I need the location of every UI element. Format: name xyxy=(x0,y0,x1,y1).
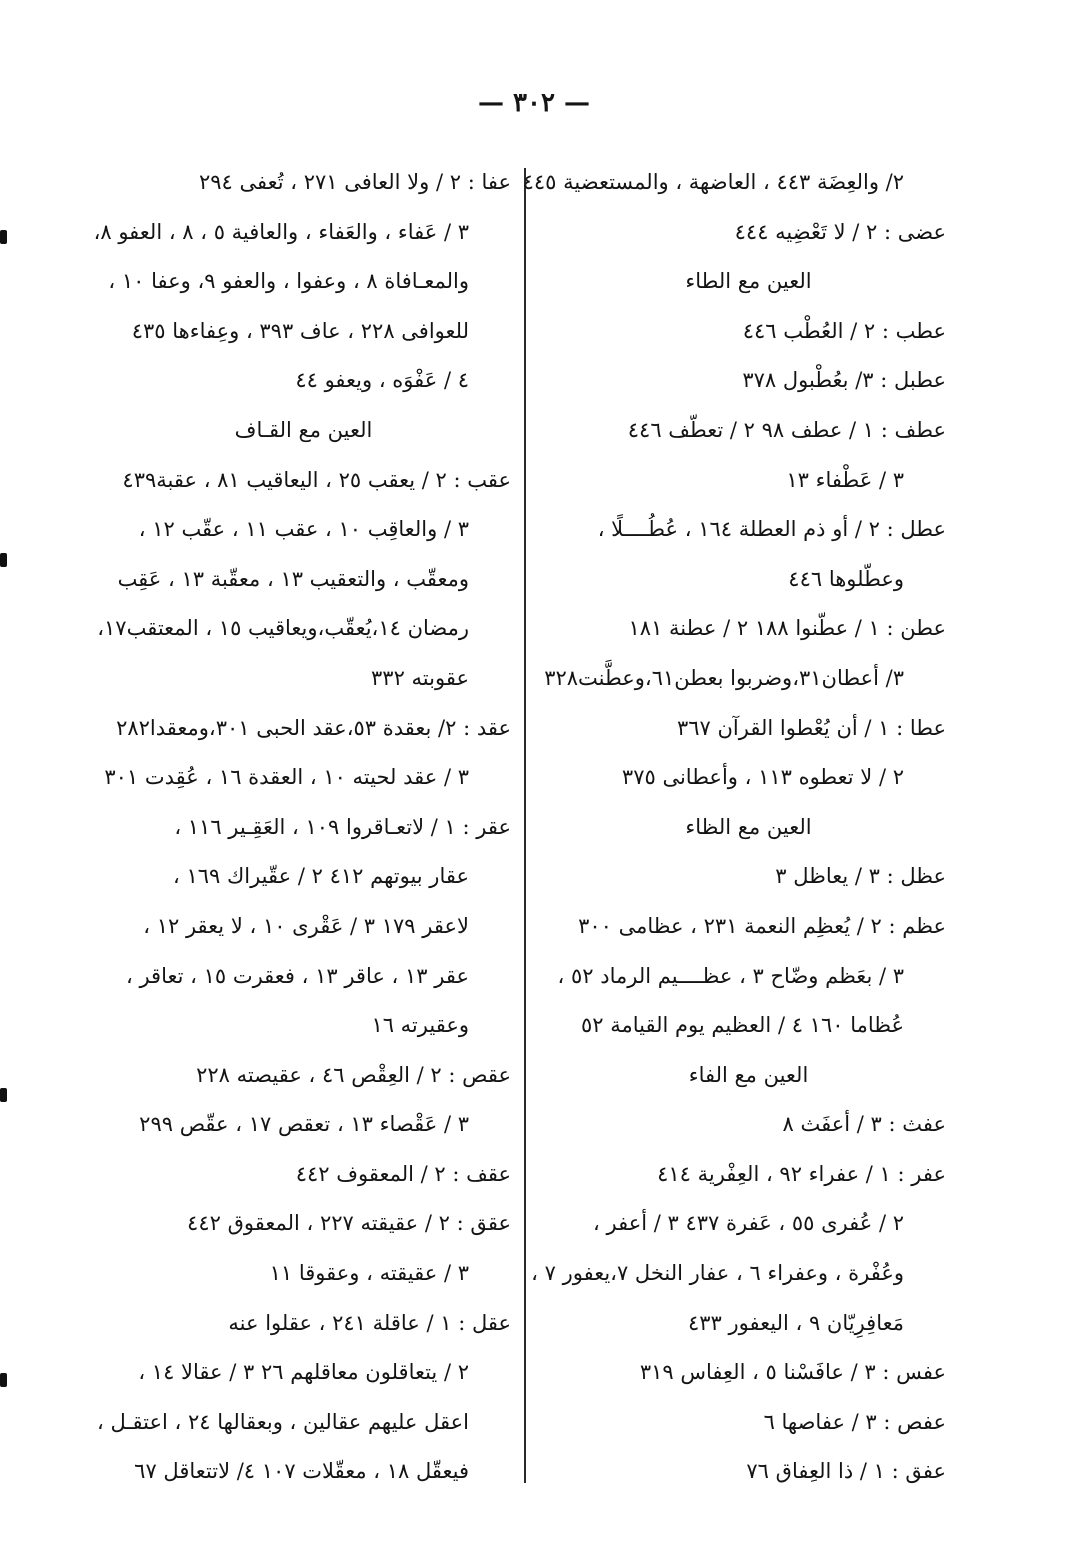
index-continuation-line: فيعقّل ١٨ ، معقّلات ١٠٧ ٤/ لاتتعاقل ٦٧ xyxy=(134,1459,469,1484)
page-edge-mark xyxy=(0,1373,7,1387)
index-entry-line: عفا : ٢ / ولا العافى ٢٧١ ، تُعفى ٢٩٤ xyxy=(198,170,511,194)
index-continuation-line: لاعقر ١٧٩ ٣ / عَقْرى ١٠ ، لا يعقر ١٢ ، xyxy=(143,913,469,938)
index-entry-line: عطبل : ٣/ بعُطْبول ٣٧٨ xyxy=(742,368,946,393)
index-continuation-line: عقر ١٣ ، عاقر ١٣ ، فعقرت ١٥ ، تعاقر ، xyxy=(125,963,469,988)
section-heading: العين مع الفاء xyxy=(688,1062,809,1087)
index-entry-line: عقف : ٢ / المعقوف ٤٤٢ xyxy=(295,1161,511,1186)
left-column xyxy=(93,158,511,1497)
index-continuation-line: والمعـافاة ٨ ، وعفوا ، والعفو ٩، وعفا ١٠ ، xyxy=(108,269,469,294)
index-continuation-line: ٢ / لا تعطوه ١١٣ ، وأعطانى ٣٧٥ xyxy=(621,765,904,790)
index-entry-line: عقد : ٢/ بعقدة ٥٣،عقد الحبى ٣٠١،ومعقدا٢٨٢ xyxy=(116,715,511,740)
index-continuation-line: ومعقّب ، والتعقيب ١٣ ، معقّبة ١٣ ، عَقِب xyxy=(117,566,469,591)
index-entry-line: عفر : ١ / عفراء ٩٢ ، العِفْرية ٤١٤ xyxy=(657,1161,946,1186)
index-entry-line: عظل : ٣ / يعاظل ٣ xyxy=(775,864,946,889)
index-continuation-line: ٣ / عقد لحيته ١٠ ، العقدة ١٦ ، عُقِدت ٣٠١ xyxy=(104,765,469,790)
index-continuation-line: ٢ / يتعاقلون معاقلهم ٢٦ ٣ / عقالا ١٤ ، xyxy=(138,1360,469,1385)
index-continuation-line: اعقل عليهم عقالين ، وبعقالها ٢٤ ، اعتقـل ، xyxy=(97,1409,469,1434)
index-continuation-line: وعطّلوها ٤٤٦ xyxy=(788,566,904,591)
index-entry-line: عقل : ١ / عاقلة ٢٤١ ، عقلوا عنه xyxy=(228,1310,511,1335)
index-entry-line: عفق : ١ / ذا العِفاق ٧٦ xyxy=(746,1459,946,1484)
index-continuation-line: ٢/ والعِضَة ٤٤٣ ، العاضهة ، والمستعضية ٤٤٥ xyxy=(522,170,904,194)
index-continuation-line: رمضان ١٤،يُعقّب،ويعاقيب ١٥ ، المعتقب١٧، xyxy=(97,616,469,641)
column-divider xyxy=(524,168,526,1483)
index-entry-line: عفس : ٣ / عافَسْنا ٥ ، العِفاس ٣١٩ xyxy=(639,1360,946,1385)
index-continuation-line: عقوبته ٣٣٢ xyxy=(371,665,469,690)
index-entry-line: عطن : ١ / عطّنوا ١٨٨ ٢ / عطنة ١٨١ xyxy=(628,616,946,641)
index-entry-line: عطل : ٢ / أو ذم العطلة ١٦٤ ، عُطُــــلًا ، xyxy=(597,517,946,542)
index-continuation-line: عُظاما ١٦٠ ٤ / العظيم يوم القيامة ٥٢ xyxy=(580,1013,904,1038)
section-heading: العين مع الظاء xyxy=(685,814,812,839)
section-heading: العين مع الطاء xyxy=(685,269,812,294)
index-entry-line: عطا : ١ / أن يُعْطوا القرآن ٣٦٧ xyxy=(676,715,946,740)
index-entry-line: عفث : ٣ / أعفَث ٨ xyxy=(782,1112,946,1137)
index-entry-line: عقص : ٢ / العِقْص ٤٦ ، عقيصته ٢٢٨ xyxy=(196,1062,511,1087)
index-continuation-line: للعوافى ٢٢٨ ، عاف ٣٩٣ ، وعِفاءها ٤٣٥ xyxy=(131,318,469,343)
index-continuation-line: وعُفْرة ، وعفراء ٦ ، عفار النخل ٧،يعفور ٧ ، xyxy=(531,1261,904,1286)
page-edge-mark xyxy=(0,1088,7,1102)
page-edge-mark xyxy=(0,230,7,244)
index-continuation-line: ٣ / عَفاء ، والعَفاء ، والعافية ٥ ، ٨ ، العفو ٨، xyxy=(93,219,469,244)
index-continuation-line: ٤ / عَفْوَه ، ويعفو ٤٤ xyxy=(295,368,469,393)
index-continuation-line: ٣ / عَطْفاء ١٣ xyxy=(786,467,904,492)
index-continuation-line: ٣ / والعاقِب ١٠ ، عقب ١١ ، عقّب ١٢ ، xyxy=(138,517,469,542)
index-continuation-line: ٣/ أعطان٣١،وضربوا بعطن٦١،وعطَّنت٣٢٨ xyxy=(544,665,904,690)
index-entry-line: عفص : ٣ / عفاصها ٦ xyxy=(763,1409,946,1434)
page-edge-mark xyxy=(0,553,7,567)
index-entry-line: عضى : ٢ / لا تَعْضِيه ٤٤٤ xyxy=(734,219,946,244)
index-continuation-line: مَعافِرِيّان ٩ ، اليعفور ٤٣٣ xyxy=(688,1310,904,1335)
index-entry-line: عقب : ٢ / يعقب ٢٥ ، اليعاقيب ٨١ ، عقبة٤٣٩ xyxy=(122,467,511,492)
index-entry-line: عظم : ٢ / يُعظِم النعمة ٢٣١ ، عظامى ٣٠٠ xyxy=(578,913,946,938)
index-entry-line: عطب : ٢ / العُطْب ٤٤٦ xyxy=(742,318,946,343)
index-continuation-line: عقار بيوتهم ٤١٢ ٢ / عقّيراك ١٦٩ ، xyxy=(172,864,469,889)
index-entry-line: عقق : ٢ / عقيقته ٢٢٧ ، المعقوق ٤٤٢ xyxy=(187,1211,511,1236)
index-continuation-line: ٣ / عقيقته ، وعقوقا ١١ xyxy=(269,1261,469,1286)
index-entry-line: عطف : ١ / عطف ٩٨ ٢ / تعطّف ٤٤٦ xyxy=(627,417,946,442)
index-continuation-line: وعقيرته ١٦ xyxy=(371,1013,469,1038)
page-number: — ٣٠٢ — xyxy=(477,88,591,118)
index-entry-line: عقر : ١ / لاتعـاقروا ١٠٩ ، العَقِـير ١١٦ ، xyxy=(174,814,511,839)
index-continuation-line: ٣ / عَقْصاء ١٣ ، تعقص ١٧ ، عقّص ٢٩٩ xyxy=(139,1112,469,1137)
index-continuation-line: ٢ / عُفرى ٥٥ ، عَفرة ٤٣٧ ٣ / أعفر ، xyxy=(593,1211,904,1236)
section-heading: العين مع القـاف xyxy=(234,417,373,442)
index-continuation-line: ٣ / بعَظم وضّاح ٣ ، عظــــيم الرماد ٥٢ ، xyxy=(557,963,904,988)
right-column xyxy=(522,158,946,1497)
